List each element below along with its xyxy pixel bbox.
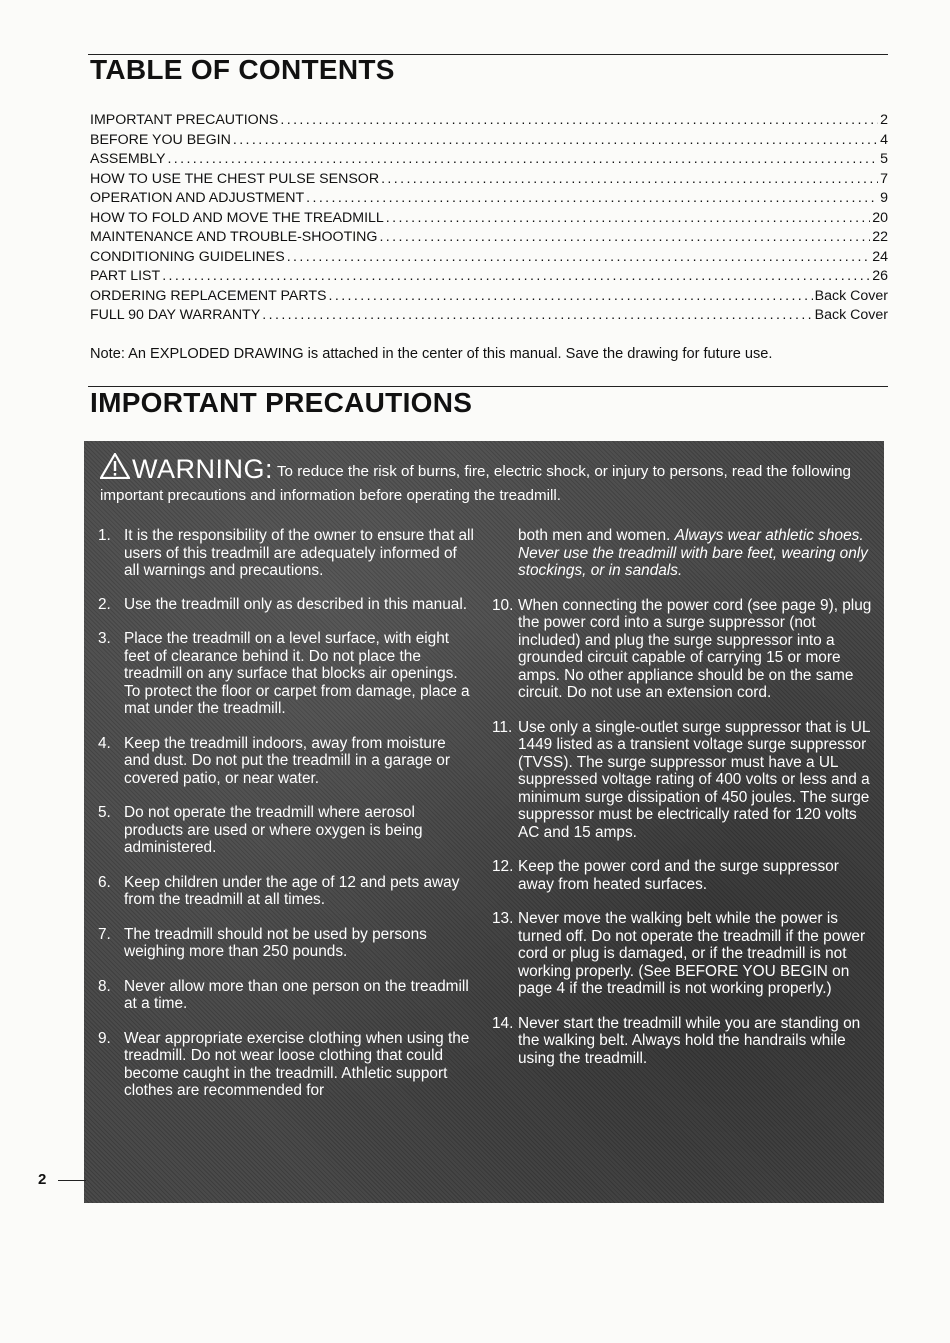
precautions-panel (84, 441, 884, 1203)
precaution-text: Never start the treadmill while you are standing on the walking belt. Always hold the handrails while using the treadmill. (518, 1014, 861, 1067)
precaution-item (492, 719, 872, 842)
toc-entry-page: 24 (872, 248, 888, 265)
precaution-item (98, 978, 474, 1013)
precaution-number: 13. (492, 910, 514, 927)
precaution-item (98, 527, 474, 580)
toc-entry-page: Back Cover (814, 307, 888, 323)
precaution-text: Never allow more than one person on the treadmill at a time. (124, 977, 469, 1012)
precaution-text: Keep the treadmill indoors, away from moisture and dust. Do not put the treadmill in a garage or covered patio, or near water. (124, 734, 450, 787)
toc-entry-label: CONDITIONING GUIDELINES (90, 248, 285, 265)
precaution-item (492, 858, 872, 893)
toc-leader-dots (162, 267, 870, 287)
toc-entry-page: 2 (880, 112, 888, 128)
precaution-text: Place the treadmill on a level surface, with eight feet of clearance behind it. Do not place the treadmill on any surface that blocks air openings. To protect the floor or carpet from damage, place a mat under the treadmill. (124, 630, 470, 717)
toc-list (90, 111, 888, 326)
toc-entry[interactable] (90, 111, 888, 131)
precaution-item (492, 910, 872, 998)
precaution-item-continued (492, 527, 872, 580)
toc-entry-label: HOW TO FOLD AND MOVE THE TREADMILL (90, 209, 384, 226)
precaution-text: Keep children under the age of 12 and pets away from the treadmill at all times. (124, 873, 460, 908)
toc-entry-page: 7 (880, 170, 888, 187)
toc-entry[interactable] (90, 189, 888, 209)
precaution-text: Keep the power cord and the surge suppressor away from heated surfaces. (518, 858, 839, 893)
exploded-drawing-note: Note: An EXPLODED DRAWING is attached in the center of this manual. Save the drawing for future use. (90, 346, 773, 362)
toc-leader-dots (262, 306, 812, 326)
precaution-text: Never move the walking belt while the power is turned off. Do not operate the treadmill if the power cord or plug is damaged, or if the treadmill is not working properly. (See BEFORE YOU BEGIN on page 4 if the treadmill is not working properly.) (518, 910, 866, 997)
toc-entry-page: 9 (880, 190, 888, 206)
toc-entry-label: OPERATION AND ADJUSTMENT (90, 190, 305, 206)
precaution-item (98, 926, 474, 961)
precaution-number: 2. (98, 595, 111, 613)
warning-triangle-icon (100, 453, 130, 485)
precaution-item (98, 804, 474, 857)
precaution-text: Use the treadmill only as described in this manual. (124, 595, 468, 613)
toc-leader-dots (167, 150, 878, 170)
toc-entry[interactable] (90, 287, 888, 307)
toc-entry-label: FULL 90 DAY WARRANTY (90, 307, 261, 323)
toc-leader-dots (306, 189, 878, 209)
toc-leader-dots (233, 131, 878, 151)
precaution-number: 14. (492, 1014, 514, 1032)
toc-entry[interactable] (90, 131, 888, 151)
precaution-number: 3. (98, 630, 111, 647)
precaution-number: 1. (98, 527, 111, 544)
toc-leader-dots (287, 248, 871, 268)
precautions-title: IMPORTANT PRECAUTIONS (90, 387, 473, 418)
toc-entry-page: 20 (872, 209, 888, 226)
precaution-text: The treadmill should not be used by persons weighing more than 250 pounds. (124, 925, 427, 960)
toc-leader-dots (379, 228, 870, 248)
toc-entry[interactable] (90, 248, 888, 268)
precaution-number: 8. (98, 977, 111, 995)
precaution-item (98, 630, 474, 718)
precautions-left-column (98, 527, 474, 1100)
toc-entry-page: 26 (872, 268, 888, 284)
toc-entry-label: HOW TO USE THE CHEST PULSE SENSOR (90, 170, 380, 187)
page-number: 2 (38, 1171, 47, 1188)
precaution-text: When connecting the power cord (see page 9), plug the power cord into a surge suppressor (not included) and plug the surge suppressor into a grounded circuit capable of carrying 15 or more amps. No other appliance should be on the same circuit. Do not use an extension cord. (518, 596, 872, 701)
toc-entry[interactable] (90, 150, 888, 170)
toc-entry-label: ASSEMBLY (90, 151, 166, 167)
toc-entry-page: 5 (880, 151, 888, 167)
precaution-number: 12. (492, 858, 514, 875)
precaution-emphasis-text: Always wear athletic shoes. Never use the treadmill with bare feet, wearing only stockings, or in sandals. (518, 527, 868, 579)
toc-entry[interactable] (90, 209, 888, 229)
warning-statement (100, 453, 880, 506)
toc-title: TABLE OF CONTENTS (90, 54, 395, 85)
precaution-item (492, 597, 872, 702)
toc-entry[interactable] (90, 228, 888, 248)
precaution-text: Use only a single-outlet surge suppressor that is UL 1449 listed as a transient voltage surge suppressor (TVSS). The surge suppressor must have a UL suppressed voltage rating of 400 volts or less and a minimum surge dissipation of 450 joules. The surge suppressor must be electrically rated for 120 volts AC and 15 amps. (518, 718, 870, 841)
precautions-right-column (492, 527, 872, 1067)
precaution-number: 7. (98, 925, 111, 943)
toc-entry[interactable] (90, 267, 888, 287)
precaution-number: 9. (98, 1029, 111, 1047)
toc-leader-dots (329, 287, 813, 307)
precaution-number: 6. (98, 873, 111, 891)
warning-text: To reduce the risk of burns, fire, electric shock, or injury to persons, read the following important precautions and information before operating the treadmill. (100, 463, 851, 504)
toc-entry-label: MAINTENANCE AND TROUBLE-SHOOTING (90, 229, 378, 245)
precaution-item (98, 735, 474, 788)
toc-entry-page: 4 (880, 131, 888, 148)
precaution-text: Wear appropriate exercise clothing when using the treadmill. Do not wear loose clothing that could become caught in the treadmill. Athletic support clothes are recommended for (124, 1029, 470, 1099)
precaution-text: both men and women. (518, 527, 671, 544)
toc-entry-page: Back Cover (814, 287, 888, 304)
precaution-text: Do not operate the treadmill where aerosol products are used or where oxygen is being administered. (124, 804, 423, 856)
precaution-item (492, 1015, 872, 1068)
toc-leader-dots (386, 209, 870, 229)
precaution-number: 5. (98, 804, 111, 821)
toc-entry[interactable] (90, 170, 888, 190)
page-number-dash (58, 1180, 86, 1181)
precaution-number: 11. (492, 718, 513, 736)
toc-entry-label: BEFORE YOU BEGIN (90, 131, 231, 148)
toc-entry[interactable] (90, 306, 888, 326)
toc-entry-label: PART LIST (90, 268, 161, 284)
precaution-item (98, 596, 474, 614)
precaution-item (98, 874, 474, 909)
toc-leader-dots (381, 170, 878, 190)
toc-leader-dots (280, 111, 878, 131)
toc-entry-page: 22 (872, 229, 888, 245)
toc-entry-label: ORDERING REPLACEMENT PARTS (90, 287, 327, 304)
toc-entry-label: IMPORTANT PRECAUTIONS (90, 112, 279, 128)
precaution-text: It is the responsibility of the owner to ensure that all users of this treadmill are adequately informed of all warnings and precautions. (124, 527, 474, 579)
precaution-item (98, 1030, 474, 1100)
warning-word: WARNING: (132, 454, 273, 484)
precaution-number: 4. (98, 734, 111, 752)
precaution-number: 10. (492, 596, 514, 614)
